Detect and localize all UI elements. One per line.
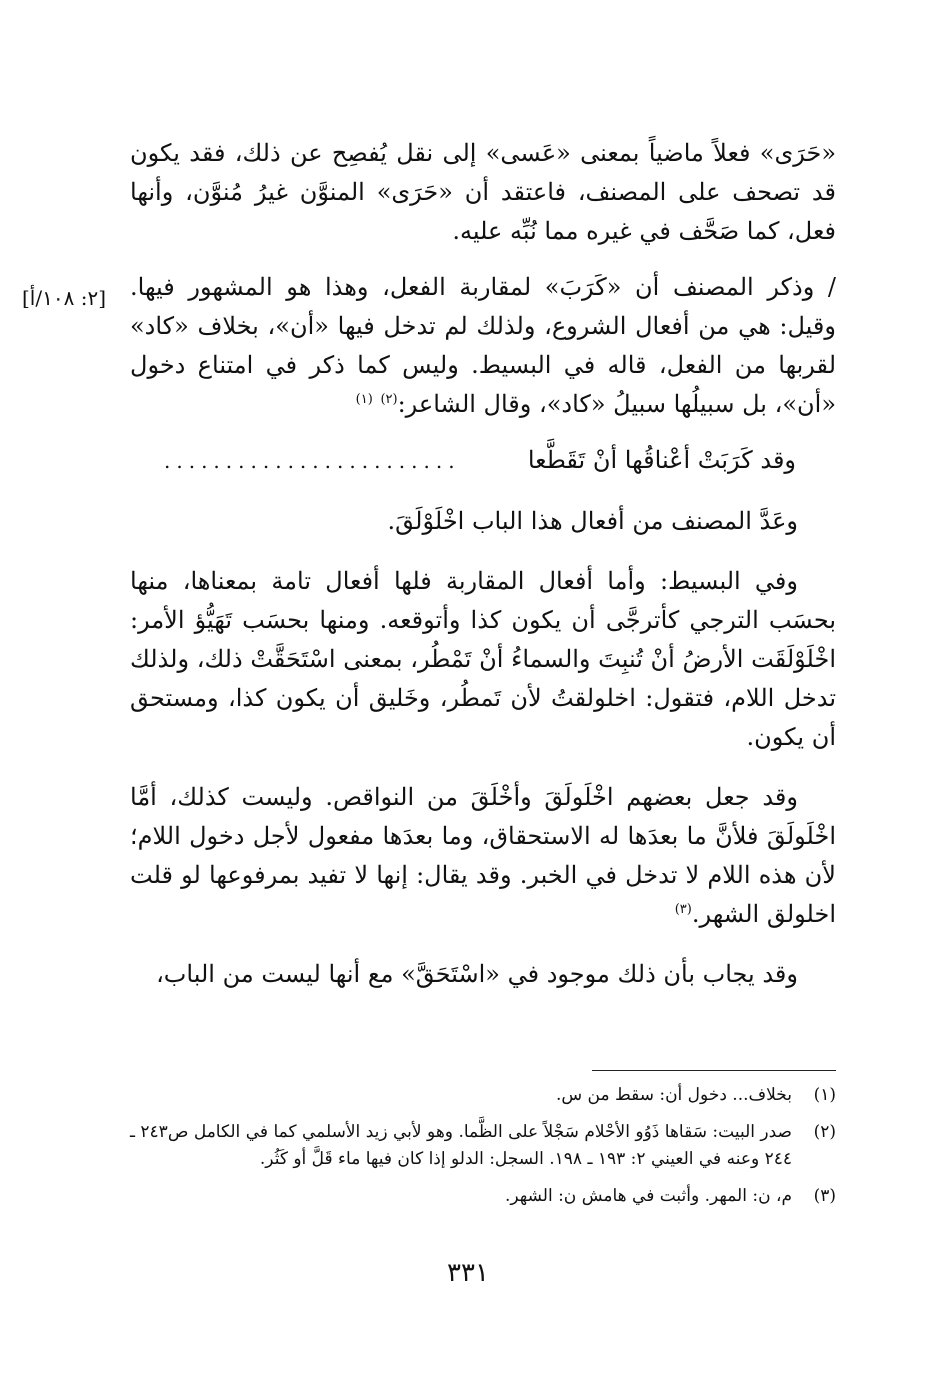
paragraph-1: «حَرَى» فعلاً ماضياً بمعنى «عَسى» إلى نقل يُفصِح عن ذلك، فقد يكون قد تصحف على المصنف، فاعتقد أن «حَرَى» المنوَّن غيرُ مُنوَّن، وأنها فعل، كما صَحَّف في غيره مما نُبِّه عليه. <box>130 139 836 245</box>
footnote-marker-3: (٣) <box>674 902 692 917</box>
verse-line <box>130 441 836 481</box>
paragraph-5-text: وقد جعل بعضهم اخْلَولَقَ وأخْلَقَ من النواقص. وليست كذلك، أمَّا اخْلَولَقَ فلأنَّ ما بعدَها له الاستحقاق، وما بعدَها مفعول لأجل دخول اللام؛ لأن هذه اللام لا تدخل في الخبر. وقد يقال: إنها لا تفيد بمرفوعها لو قلت اخلولق الشهر. <box>130 783 836 928</box>
paragraph-4-text: وفي البسيط: وأما أفعال المقاربة فلها أفعال تامة بمعناها، منها بحسَب الترجي كأترجَّى أن يكون كذا وأتوقعه. ومنها بحسَب تَهَيُّؤ الأمر: اخْلَوْلَقَت الأرضُ أنْ تُنبِتَ والسماءُ أنْ تَمْطُر، بمعنى اسْتَحَقَّتْ ذلك، ولذلك تدخل اللام، فتقول: اخلولقتُ لأن تَمطُر، وخَليق أن يكون كذا، ومستحق أن يكون. <box>130 567 836 751</box>
footnote-2 <box>130 1119 836 1173</box>
paragraph-5 <box>130 778 836 934</box>
verse-dots: ........................ <box>164 449 461 473</box>
footnote-divider <box>592 1070 836 1071</box>
footnote-3 <box>130 1183 836 1210</box>
paragraph-3-text: وعَدَّ المصنف من أفعال هذا الباب اخْلَوْلَقَ. <box>387 507 798 535</box>
paragraph-2 <box>130 268 836 424</box>
paragraph-6-text: وقد يجاب بأن ذلك موجود في «اسْتَحَقَّ» مع أنها ليست من الباب، <box>156 960 798 988</box>
margin-reference: [٢: ١٠٨/أ] <box>22 286 107 310</box>
paragraph-4 <box>130 562 836 757</box>
footnote-text: صدر البيت: سَقاها ذَوُو الأحْلام سَجْلاً على الظَّما. وهو لأبي زيد الأسلمي كما في الكامل ص٢٤٣ ـ ٢٤٤ وعنه في العيني ٢: ١٩٣ ـ ١٩٨. السجل: الدلو إذا كان فيها ماء قَلَّ أو كَثُر. <box>130 1122 792 1169</box>
page-number: ٣٣١ <box>447 1258 489 1288</box>
footnote-text: بخلاف... دخول أن: سقط من س. <box>555 1085 792 1105</box>
verse-text: وقد كَرَبَتْ أعْناقُها أنْ تَقَطَّعا <box>527 446 796 474</box>
footnote-text: م، ن: المهر. وأثبت في هامش ن: الشهر. <box>504 1186 792 1206</box>
paragraph-2-text: / وذكر المصنف أن «كَرَبَ» لمقاربة الفعل، وهذا هو المشهور فيها. وقيل: هي من أفعال الشروع، ولذلك لم تدخل فيها «أن»، بخلاف «كاد» لقربها من الفعل، قاله في البسيط. وليس كما ذكر في امتناع دخول «أن»، بل سبيلُها سبيلُ «كاد»، وقال الشاعر: <box>130 273 837 418</box>
footnote-number: (٣) <box>813 1186 836 1206</box>
footnote-marker-1: (١) <box>355 392 373 407</box>
main-text <box>130 134 836 1015</box>
footnote-marker-2: (٢) <box>380 392 398 407</box>
footnotes <box>130 1082 836 1220</box>
paragraph-6 <box>130 955 836 994</box>
footnote-1 <box>130 1082 836 1109</box>
footnote-number: (٢) <box>813 1122 836 1142</box>
footnote-number: (١) <box>813 1085 836 1105</box>
paragraph-3 <box>130 502 836 541</box>
